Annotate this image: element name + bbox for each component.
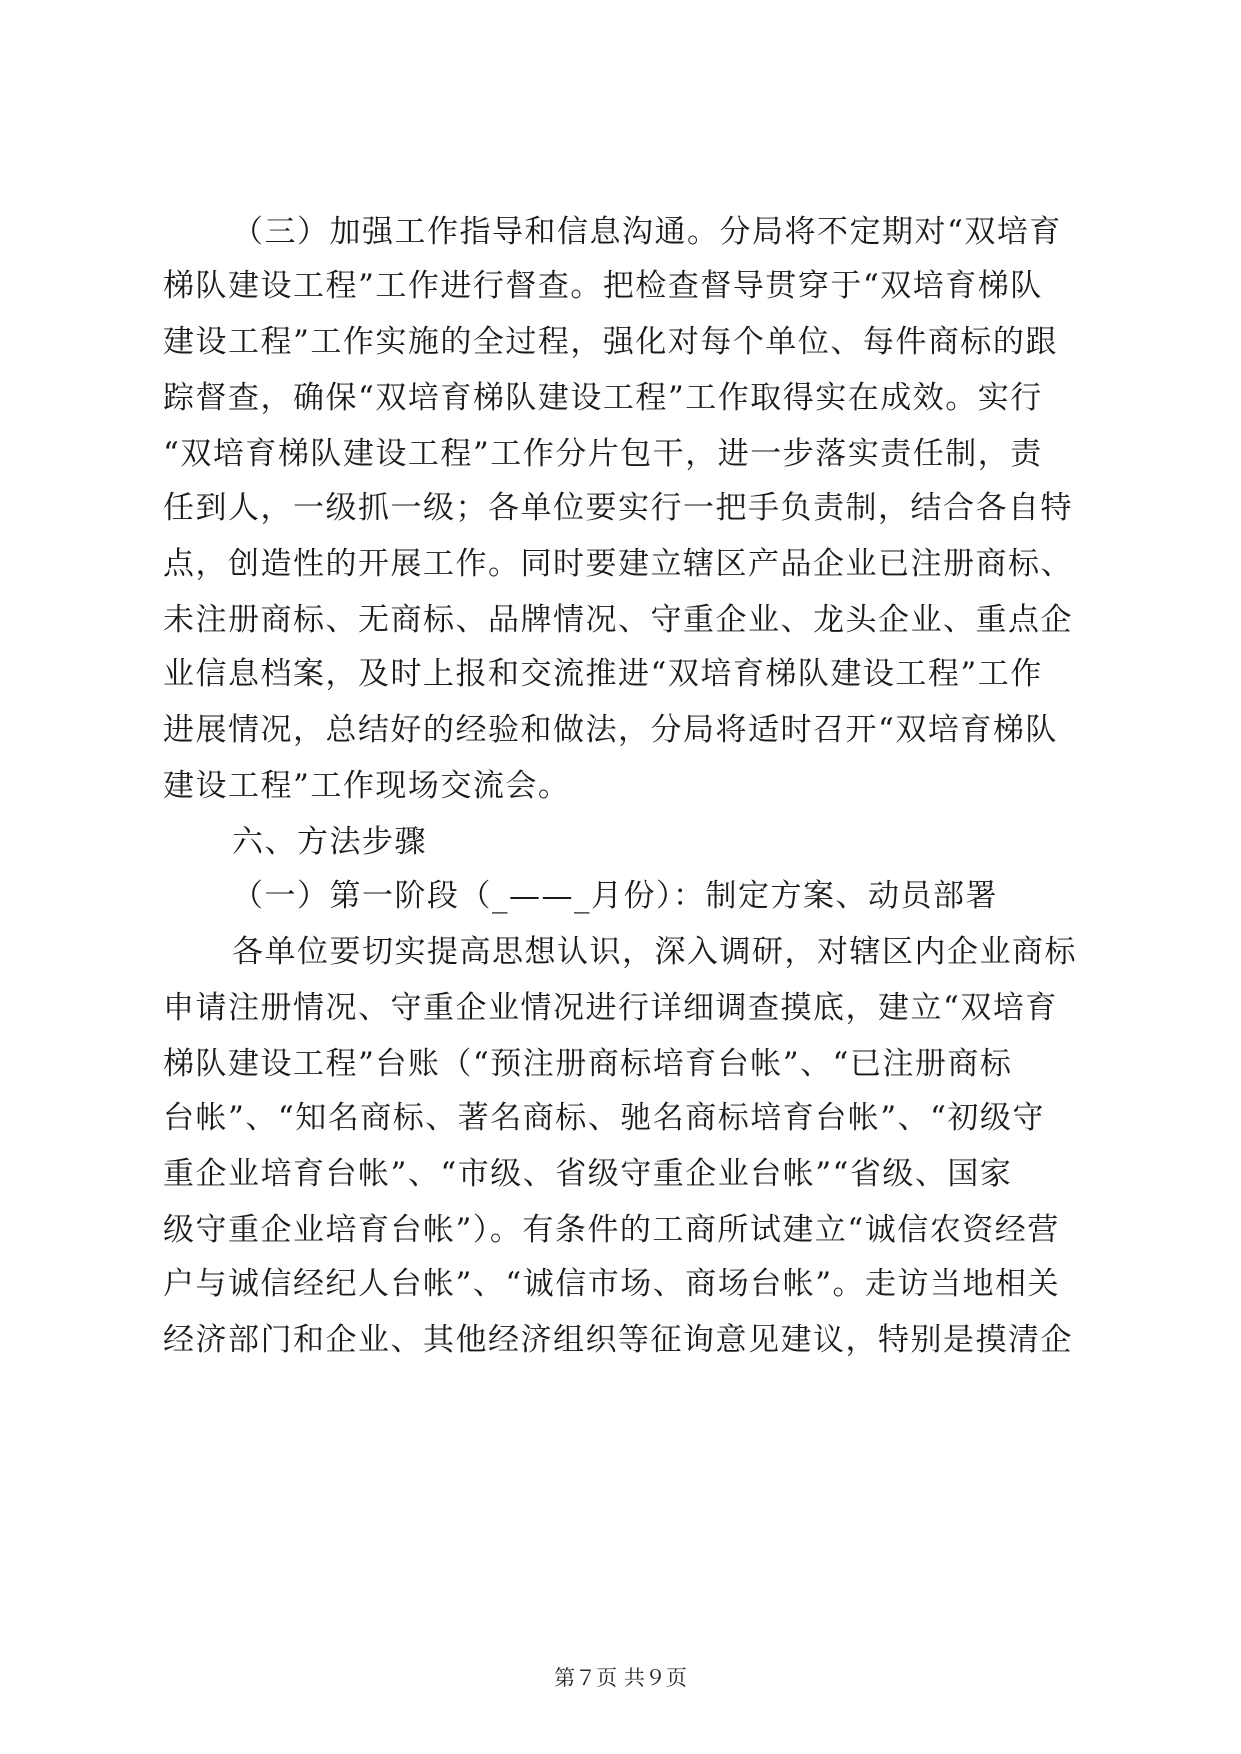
section-heading: 六、方法步骤 — [232, 824, 427, 860]
paragraph-line: 梯队建设工程”台账（“预注册商标培育台帐”、“已注册商标 — [163, 1046, 1013, 1082]
paragraph-line: （三）加强工作指导和信息沟通。分局将不定期对“双培育 — [232, 214, 1062, 250]
paragraph-line: 申请注册情况、守重企业情况进行详细调查摸底，建立“双培育 — [163, 990, 1058, 1026]
page-number-footer: 第７页 共９页 — [554, 1666, 687, 1690]
paragraph-line: 点，创造性的开展工作。同时要建立辖区产品企业已注册商标、 — [163, 546, 1073, 582]
paragraph-line: 户与诚信经纪人台帐”、“诚信市场、商场台帐”。走访当地相关 — [163, 1266, 1061, 1302]
paragraph-line: 建设工程”工作实施的全过程，强化对每个单位、每件商标的跟 — [163, 324, 1058, 360]
paragraph-line: 业信息档案，及时上报和交流推进“双培育梯队建设工程”工作 — [163, 656, 1043, 692]
paragraph-line: 未注册商标、无商标、品牌情况、守重企业、龙头企业、重点企 — [163, 602, 1073, 638]
paragraph-line: 梯队建设工程”工作进行督查。把检查督导贯穿于“双培育梯队 — [163, 268, 1043, 304]
paragraph-line: 台帐”、“知名商标、著名商标、驰名商标培育台帐”、“初级守 — [163, 1100, 1045, 1136]
paragraph-line: 建设工程”工作现场交流会。 — [163, 768, 571, 804]
paragraph-line: 级守重企业培育台帐”）。有条件的工商所试建立“诚信农资经营 — [163, 1212, 1060, 1248]
paragraph-line: 重企业培育台帐”、“市级、省级守重企业台帐”“省级、国家 — [163, 1156, 1013, 1192]
paragraph-line: 进展情况，总结好的经验和做法，分局将适时召开“双培育梯队 — [163, 712, 1058, 748]
paragraph-line: “双培育梯队建设工程”工作分片包干，进一步落实责任制，责 — [163, 436, 1043, 472]
paragraph-line: 经济部门和企业、其他经济组织等征询意见建议，特别是摸清企 — [163, 1322, 1073, 1358]
paragraph-line: 任到人，一级抓一级；各单位要实行一把手负责制，结合各自特 — [163, 490, 1073, 526]
paragraph-line: 各单位要切实提高思想认识，深入调研，对辖区内企业商标 — [232, 934, 1077, 970]
stage-heading: （一）第一阶段（_——_月份）：制定方案、动员部署 — [232, 878, 998, 914]
paragraph-line: 踪督查，确保“双培育梯队建设工程”工作取得实在成效。实行 — [163, 380, 1043, 416]
